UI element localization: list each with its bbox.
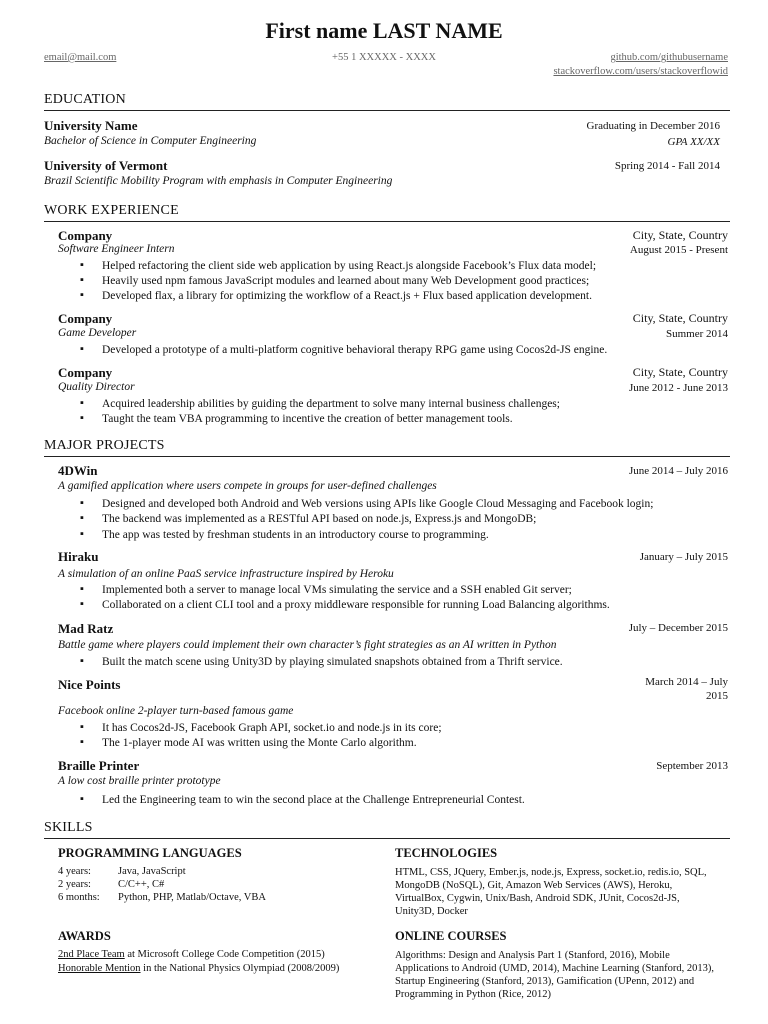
work-company: Company — [58, 228, 113, 243]
project-date: June 2014 – July 2016 — [629, 465, 728, 477]
project-bullet: ▪ The backend was implemented as a RESTful API based on node.js, Express.js and MongoDB; — [102, 513, 536, 525]
work-date: August 2015 - Present — [629, 244, 728, 256]
section-education-heading: EDUCATION — [44, 92, 126, 107]
project-date: March 2014 – July — [645, 676, 728, 688]
language-items: Java, JavaScript — [118, 866, 186, 877]
project-title: Braille Printer — [58, 758, 140, 773]
work-bullet: ▪ Helped refactoring the client side web application by using React.js alongside Facebook’s Flux data model; — [102, 260, 596, 272]
awards-heading: AWARDS — [58, 929, 111, 943]
section-skills-heading: SKILLS — [44, 820, 93, 835]
candidate-name: First name LAST NAME — [265, 18, 503, 43]
project-bullet: ▪ Led the Engineering team to win the second place at the Challenge Entrepreneurial Contest. — [102, 794, 525, 806]
project-title: 4DWin — [58, 463, 98, 478]
work-location: City, State, Country — [632, 365, 728, 379]
project-description: Battle game where players could implement their own character’s fight strategies as an AI written in Python — [58, 639, 557, 651]
work-company: Company — [58, 311, 113, 326]
project-title: Nice Points — [58, 677, 121, 692]
education-school: University of Vermont — [44, 158, 168, 173]
education-degree: Bachelor of Science in Computer Engineering — [44, 135, 257, 147]
email-link[interactable]: email@mail.com — [44, 52, 117, 63]
language-years: 2 years: — [58, 879, 91, 890]
education-date: Spring 2014 - Fall 2014 — [614, 160, 720, 172]
phone-number: +55 1 XXXXX - XXXX — [332, 52, 436, 63]
work-date: Summer 2014 — [665, 328, 728, 340]
project-title: Mad Ratz — [58, 621, 114, 636]
language-years: 6 months: — [58, 892, 100, 903]
skills-languages-heading: PROGRAMMING LANGUAGES — [58, 846, 242, 860]
section-divider — [44, 456, 730, 457]
education-date: Graduating in December 2016 — [586, 120, 720, 132]
education-gpa: GPA XX/XX — [667, 136, 720, 148]
github-link[interactable]: github.com/githubusername — [610, 52, 728, 63]
work-company: Company — [58, 365, 113, 380]
work-role: Software Engineer Intern — [58, 243, 175, 255]
work-bullet: ▪ Taught the team VBA programming to incentive the creation of better management tools. — [102, 413, 513, 425]
project-date: January – July 2015 — [639, 551, 728, 563]
work-bullet: ▪ Developed a prototype of a multi-platform cognitive behavioral therapy RPG game using Cocos2d-JS engine. — [102, 344, 607, 356]
work-location: City, State, Country — [632, 228, 728, 242]
section-work-heading: WORK EXPERIENCE — [44, 203, 179, 218]
section-divider — [44, 838, 730, 839]
education-school: University Name — [44, 118, 138, 133]
project-date-continued: 2015 — [706, 690, 728, 702]
project-title: Hiraku — [58, 549, 99, 564]
online-courses-heading: ONLINE COURSES — [395, 929, 507, 943]
language-years: 4 years: — [58, 866, 91, 877]
project-description: A gamified application where users compete in groups for user-defined challenges — [58, 480, 437, 492]
project-date: July – December 2015 — [628, 622, 728, 634]
award-item — [58, 963, 339, 974]
language-items: C/C++, C# — [118, 879, 165, 890]
work-bullet: ▪ Developed flax, a library for optimizing the workflow of a React.js + Flux based application development. — [102, 290, 592, 302]
project-bullet: ▪ Implemented both a server to manage local VMs simulating the service and a SSH enabled Git server; — [102, 584, 572, 596]
technologies-list: HTML, CSS, JQuery, Ember.js, node.js, Express, socket.io, redis.io, SQL, MongoDB (NoSQL), Git, Amazon Web Services (AWS), Heroku, VirtualBox, Cygwin, Unix/Bash, Android SDK, JUnit, Cocos2d-JS, Unity3D, Docker — [395, 867, 707, 917]
project-bullet: ▪ The app was tested by freshman students in an introductory course to programming. — [102, 529, 489, 541]
project-bullet: ▪ It has Cocos2d-JS, Facebook Graph API, socket.io and node.js in its core; — [102, 722, 442, 734]
award-detail: at Microsoft College Code Competition (2015) — [124, 949, 325, 960]
section-projects-heading: MAJOR PROJECTS — [44, 438, 165, 453]
award-link[interactable]: Honorable Mention — [58, 963, 141, 974]
work-role: Game Developer — [58, 327, 137, 339]
project-description: A low cost braille printer prototype — [58, 775, 221, 787]
work-role: Quality Director — [58, 381, 135, 393]
section-divider — [44, 110, 730, 111]
work-bullet: ▪ Acquired leadership abilities by guiding the department to solve many internal business challenges; — [102, 398, 560, 410]
award-link[interactable]: 2nd Place Team — [58, 949, 125, 960]
language-items: Python, PHP, Matlab/Octave, VBA — [118, 892, 266, 903]
online-courses-list: Algorithms: Design and Analysis Part 1 (Stanford, 2016), Mobile Applications to Android (UMD, 2014), Machine Learning (Stanford, 2013), Startup Engineering (Stanford, 2013), Gamification (UPenn, 2012) and Programming in Python (Rice, 2012) — [395, 950, 715, 1000]
project-description: A simulation of an online PaaS service infrastructure inspired by Heroku — [58, 568, 394, 580]
award-item — [58, 949, 325, 960]
education-degree: Brazil Scientific Mobility Program with emphasis in Computer Engineering — [44, 175, 393, 187]
skills-technologies-heading: TECHNOLOGIES — [395, 846, 498, 860]
stackoverflow-link[interactable]: stackoverflow.com/users/stackoverflowid — [553, 66, 728, 77]
work-date: June 2012 - June 2013 — [629, 382, 728, 394]
work-bullet: ▪ Heavily used npm famous JavaScript modules and learned about many Web Development good practices; — [102, 275, 589, 287]
project-bullet: ▪ Built the match scene using Unity3D by playing simulated snapshots obtained from a Thrift service. — [102, 656, 563, 668]
section-divider — [44, 221, 730, 222]
award-detail: in the National Physics Olympiad (2008/2009) — [140, 963, 340, 974]
project-date: September 2013 — [656, 760, 728, 772]
project-bullet: ▪ Collaborated on a client CLI tool and a proxy middleware responsible for running Load Balancing algorithms. — [102, 599, 610, 611]
project-bullet: ▪ Designed and developed both Android and Web versions using APIs like Google Cloud Messaging and Facebook login; — [102, 498, 653, 510]
project-bullet: ▪ The 1-player mode AI was written using the Monte Carlo algorithm. — [102, 737, 417, 749]
project-description: Facebook online 2-player turn-based famous game — [58, 705, 294, 717]
work-location: City, State, Country — [632, 311, 728, 325]
